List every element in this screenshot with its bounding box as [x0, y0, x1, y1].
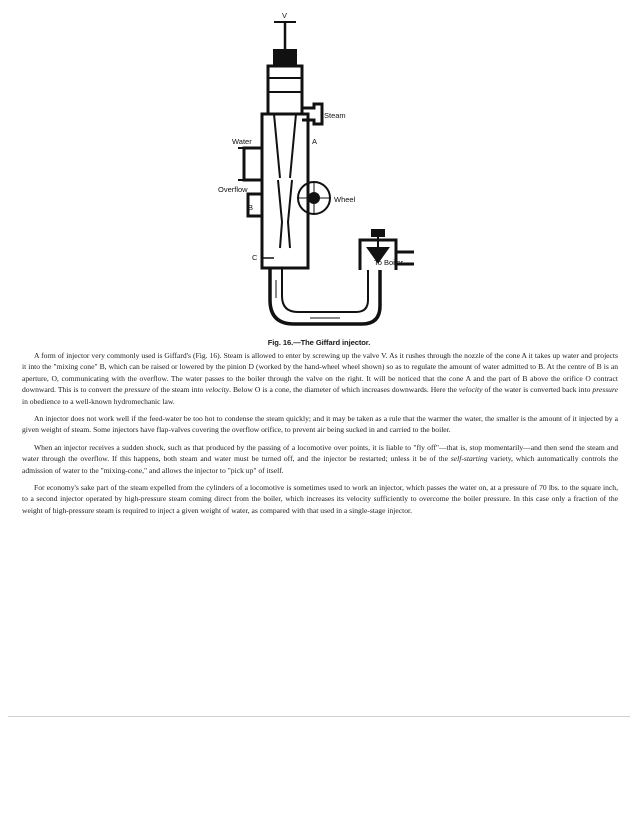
- text-span: in obedience to a well-known hydromechanic law.: [22, 396, 175, 406]
- italic-text: velocity: [205, 385, 230, 395]
- figure-caption: Fig. 16.—The Giffard injector.: [267, 338, 371, 347]
- text-span: of the steam into: [150, 385, 206, 395]
- water-inlet: [244, 148, 262, 180]
- cone-b: [278, 180, 292, 248]
- label-steam: Steam: [324, 111, 346, 120]
- text-span: For economy's sake part of the steam expelled from the cylinders of a locomotive is sometimes used to work an injector, which passes the water on, at a pressure of 70 lbs. to the square inch, to a second injector operated by high-pressure steam coming direct from the boiler, which increases its velocity sufficiently to overcome the boiler pressure. In this case only a fraction of the weight of high-pressure steam is required to inject a given weight of water, as compared with that used in a single-stage injector.: [22, 483, 618, 515]
- delivery-pipe-outer: [270, 268, 380, 324]
- label-d: D: [310, 194, 316, 203]
- paragraph-giffard-description: [22, 350, 618, 407]
- label-c: C: [252, 253, 258, 262]
- label-overflow: Overflow: [218, 185, 248, 194]
- italic-text: velocity: [458, 385, 483, 395]
- label-to-boiler: To Boiler: [374, 258, 404, 267]
- main-body: [262, 114, 308, 268]
- label-wheel: Wheel: [334, 195, 356, 204]
- injector-diagram: [210, 8, 430, 330]
- cone-a: [274, 114, 296, 178]
- text-span: An injector does not work well if the feed-water be too hot to condense the steam quickly; and it may be taken as a rule that the warmer the water, the smaller is the amount of it injected by a given weight of steam. Some injectors have flap-valves covering the overflow orifice, to prevent air being sucked in and carried to the boiler.: [22, 414, 618, 435]
- paragraph-economy: [22, 482, 618, 516]
- gland: [274, 50, 296, 66]
- text-span: variety, which automatically controls the admission of water to the "mixing-cone," and allows the injector to "pick up" of itself.: [22, 454, 619, 475]
- page-divider: [8, 716, 630, 717]
- label-water: Water: [232, 137, 252, 146]
- paragraph-feed-water: [22, 413, 618, 436]
- label-b: B: [248, 203, 254, 212]
- italic-text: self-starting: [450, 454, 488, 464]
- upper-body: [268, 66, 302, 114]
- paragraph-sudden-shock: [22, 442, 618, 476]
- text-span: When an injector receives a sudden shock, such as that produced by the passing of a locomotive over points, it is liable to "fly off"—that is, stop momentarily—and then send the steam and water through the overflow. If this happens, both steam and water must be turned off, and the injector be restarted; unless it be of the: [22, 442, 618, 464]
- text-span: A form of injector very commonly used is Giffard's (Fig. 16). Steam is allowed to enter by screwing up the valve V. As it rushes through the nozzle of the cone A it takes up water and projects it into the "mixing cone" B, which can be raised or lowered by the pinion D (worked by the hand-wheel wheel shown) so as to regulate the amount of water admitted to B. At the centre of B is an aperture, O, communicating with the overflow. The water passes to the boiler through the valve on the right. It will be noticed that the cone A and the part of B above the orifice O contract downward. This is to convert the: [22, 351, 618, 395]
- text-span: . Below O is a cone, the diameter of which increases downwards. Here the: [229, 385, 459, 395]
- giffard-injector-figure: [210, 8, 430, 330]
- italic-text: pressure: [592, 385, 618, 395]
- text-span: of the water is converted back into: [482, 385, 593, 395]
- article-body: [22, 350, 618, 522]
- label-a: A: [312, 137, 318, 146]
- label-v: V: [282, 11, 288, 20]
- delivery-pipe-inner: [282, 268, 368, 312]
- italic-text: pressure: [124, 385, 151, 395]
